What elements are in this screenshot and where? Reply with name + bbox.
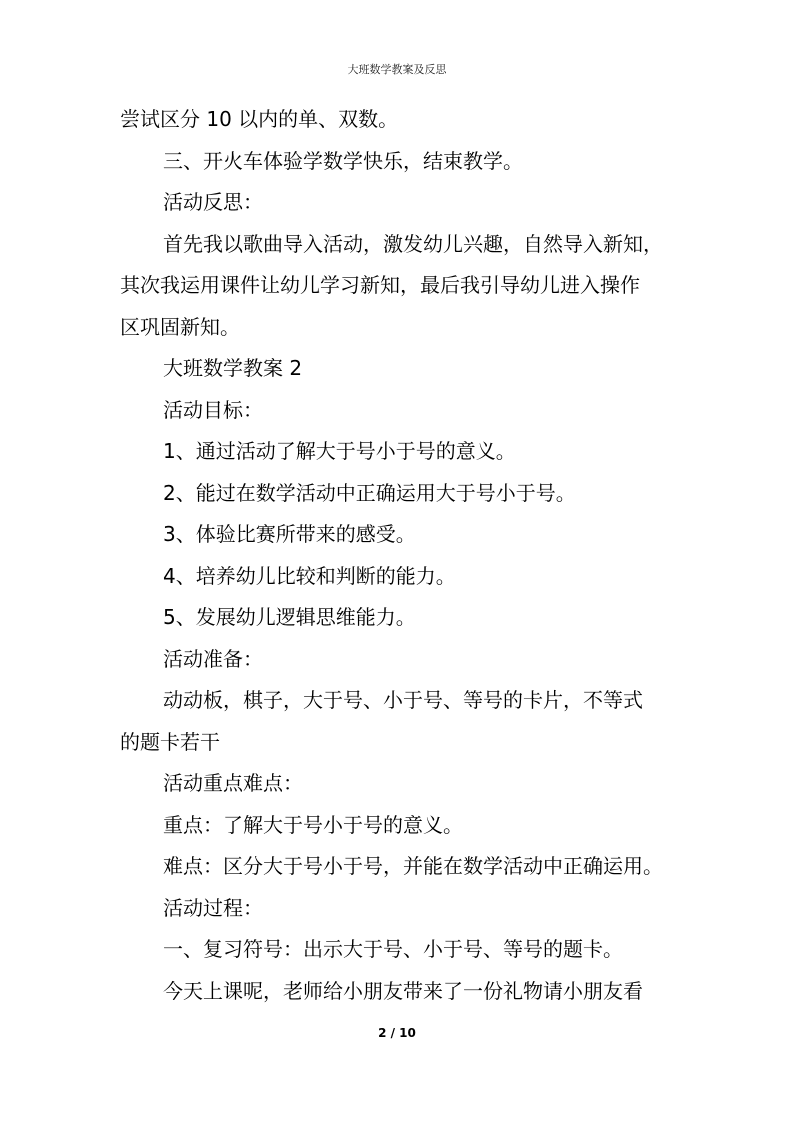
text-line: 动动板，棋子，大于号、小于号、等号的卡片，不等式 — [163, 688, 643, 712]
text-line: 三、开火车体验学数学快乐，结束教学。 — [163, 148, 523, 173]
text-line: 难点：区分大于号小于号，并能在数学活动中正确运用。 — [163, 854, 663, 878]
section-heading: 活动反思： — [163, 190, 263, 214]
document-body — [120, 99, 680, 1012]
text-line: 一、复习符号：出示大于号、小于号、等号的题卡。 — [163, 937, 623, 961]
text-line: 尝试区分 10 以内的单、双数。 — [120, 107, 399, 131]
page-number: 2 / 10 — [378, 1026, 416, 1040]
page-header: 大班数学教案及反思 — [347, 63, 447, 76]
section-heading: 活动准备： — [163, 646, 263, 671]
list-item: 2、能过在数学活动中正确运用大于号小于号。 — [163, 480, 576, 505]
list-item: 4、培养幼儿比较和判断的能力。 — [163, 563, 456, 588]
text-line: 其次我运用课件让幼儿学习新知，最后我引导幼儿进入操作 — [120, 273, 640, 297]
section-heading: 活动重点难点： — [163, 771, 303, 795]
text-line: 重点：了解大于号小于号的意义。 — [163, 812, 463, 837]
list-item: 1、通过活动了解大于号小于号的意义。 — [163, 439, 516, 463]
section-heading: 活动过程： — [163, 895, 263, 920]
text-line: 首先我以歌曲导入活动，激发幼儿兴趣，自然导入新知， — [163, 231, 663, 256]
text-line: 今天上课呢，老师给小朋友带来了一份礼物请小朋友看 — [163, 978, 643, 1003]
list-item: 5、发展幼儿逻辑思维能力。 — [163, 605, 416, 629]
section-heading: 活动目标： — [163, 397, 263, 422]
list-item: 3、体验比赛所带来的感受。 — [163, 522, 416, 546]
text-line: 的题卡若干 — [120, 729, 220, 754]
section-heading: 大班数学教案 2 — [163, 356, 303, 380]
text-line: 区巩固新知。 — [120, 314, 240, 339]
